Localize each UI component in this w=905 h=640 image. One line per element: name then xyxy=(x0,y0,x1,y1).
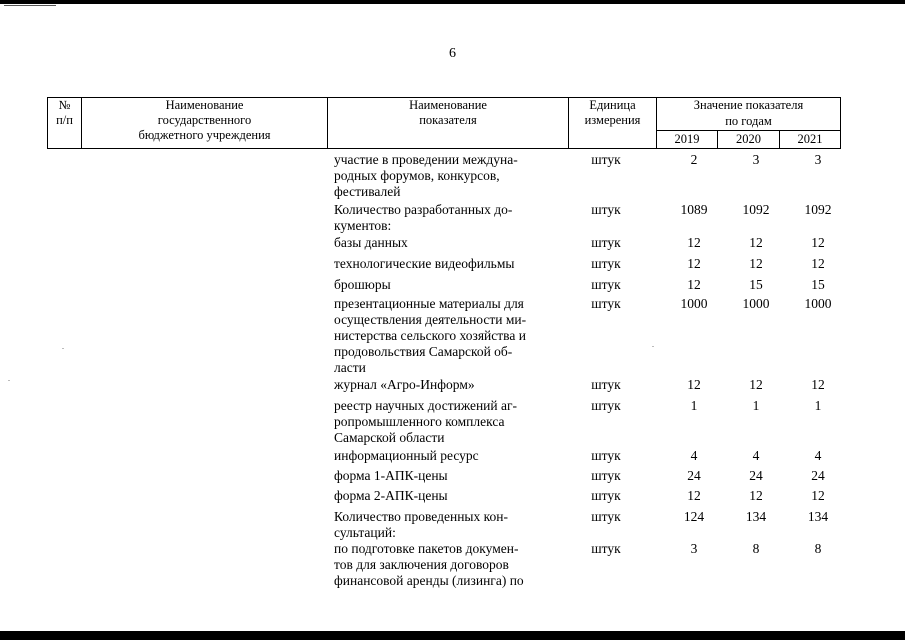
indicator-name xyxy=(334,541,556,589)
value-2019: 24 xyxy=(687,468,701,483)
indicator-line: презентационные материалы для xyxy=(334,296,524,311)
indicator-line: Количество проведенных кон- xyxy=(334,509,508,524)
header-col-values-line: Значение показателя xyxy=(693,98,804,112)
value-2021: 3 xyxy=(814,152,822,167)
indicator-name xyxy=(334,468,556,484)
value-2019: 4 xyxy=(690,448,698,463)
value-2020: 15 xyxy=(749,277,763,292)
value-2019: 3 xyxy=(690,541,698,556)
indicator-line: фестивалей xyxy=(334,184,401,199)
unit-cell: штук xyxy=(591,202,621,217)
value-2021: 12 xyxy=(811,377,825,392)
header-col-institution-line: бюджетного учреждения xyxy=(138,128,271,142)
header-year-2019: 2019 xyxy=(657,131,718,149)
indicator-name xyxy=(334,448,556,464)
indicator-name xyxy=(334,398,556,446)
scan-bottom-edge xyxy=(0,631,905,640)
unit-cell: штук xyxy=(591,235,621,250)
indicator-line: журнал «Агро-Информ» xyxy=(334,377,475,392)
header-year-2020: 2020 xyxy=(718,131,780,149)
indicator-line: брошюры xyxy=(334,277,391,292)
header-col-values-line: по годам xyxy=(725,114,772,128)
unit-cell: штук xyxy=(591,509,621,524)
unit-cell: штук xyxy=(591,468,621,483)
page-number: 6 xyxy=(449,46,456,61)
value-2020: 1092 xyxy=(742,202,770,217)
value-2021: 8 xyxy=(814,541,822,556)
unit-cell: штук xyxy=(591,152,621,167)
indicator-name xyxy=(334,296,556,376)
header-col-indicator-line: показателя xyxy=(419,113,477,127)
indicator-line: нистерства сельского хозяйства и xyxy=(334,328,526,343)
unit-cell: штук xyxy=(591,488,621,503)
indicator-line: Количество разработанных до- xyxy=(334,202,513,217)
unit-cell: штук xyxy=(591,398,621,413)
indicator-name xyxy=(334,202,556,234)
unit-cell: штук xyxy=(591,256,621,271)
value-2020: 24 xyxy=(749,468,763,483)
value-2021: 12 xyxy=(811,488,825,503)
indicator-line: по подготовке пакетов докумен- xyxy=(334,541,519,556)
unit-cell: штук xyxy=(591,296,621,311)
indicator-line: ласти xyxy=(334,360,366,375)
value-2020: 8 xyxy=(752,541,760,556)
indicator-name xyxy=(334,377,556,393)
value-2020: 1000 xyxy=(742,296,770,311)
indicator-line: ропромышленного комплекса xyxy=(334,414,505,429)
value-2021: 1092 xyxy=(804,202,832,217)
indicator-line: форма 1-АПК-цены xyxy=(334,468,448,483)
value-2021: 12 xyxy=(811,235,825,250)
header-col-number-line: № xyxy=(58,98,71,112)
indicator-name xyxy=(334,277,556,293)
value-2019: 12 xyxy=(687,277,701,292)
header-year-2021: 2021 xyxy=(780,131,841,149)
indicator-line: продовольствия Самарской об- xyxy=(334,344,513,359)
indicator-line: форма 2-АПК-цены xyxy=(334,488,448,503)
indicator-line: кументов: xyxy=(334,218,392,233)
value-2019: 12 xyxy=(687,488,701,503)
value-2019: 1089 xyxy=(680,202,708,217)
value-2020: 4 xyxy=(752,448,760,463)
unit-cell: штук xyxy=(591,541,621,556)
header-col-indicator-line: Наименование xyxy=(409,98,487,112)
indicator-name xyxy=(334,256,556,272)
value-2021: 24 xyxy=(811,468,825,483)
value-2021: 1000 xyxy=(804,296,832,311)
value-2019: 1 xyxy=(690,398,698,413)
indicator-line: Самарской области xyxy=(334,430,445,445)
value-2019: 12 xyxy=(687,377,701,392)
header-col-unit-line: Единица xyxy=(589,98,636,112)
header-col-institution-line: Наименование xyxy=(165,98,244,112)
header-col-institution-line: государственного xyxy=(157,113,252,127)
indicator-name xyxy=(334,152,556,200)
indicator-line: тов для заключения договоров xyxy=(334,557,509,572)
scan-speck xyxy=(62,348,64,349)
header-col-number-line: п/п xyxy=(56,113,73,127)
value-2021: 134 xyxy=(807,509,829,524)
indicator-line: участие в проведении междуна- xyxy=(334,152,518,167)
indicator-line: осуществления деятельности ми- xyxy=(334,312,527,327)
value-2020: 134 xyxy=(745,509,767,524)
header-col-unit-line: измерения xyxy=(584,113,641,127)
value-2020: 1 xyxy=(752,398,760,413)
scan-speck xyxy=(652,346,654,347)
indicator-line: реестр научных достижений аг- xyxy=(334,398,518,413)
value-2020: 12 xyxy=(749,235,763,250)
scan-speck xyxy=(8,380,10,381)
value-2020: 12 xyxy=(749,488,763,503)
indicator-name xyxy=(334,488,556,504)
value-2020: 3 xyxy=(752,152,760,167)
value-2019: 1000 xyxy=(680,296,708,311)
indicator-line: родных форумов, конкурсов, xyxy=(334,168,500,183)
indicator-line: технологические видеофильмы xyxy=(334,256,515,271)
indicator-name xyxy=(334,509,556,541)
value-2019: 124 xyxy=(683,509,705,524)
value-2019: 12 xyxy=(687,256,701,271)
indicator-line: финансовой аренды (лизинга) по xyxy=(334,573,524,588)
value-2021: 12 xyxy=(811,256,825,271)
value-2020: 12 xyxy=(749,377,763,392)
unit-cell: штук xyxy=(591,277,621,292)
indicator-line: базы данных xyxy=(334,235,408,250)
value-2021: 1 xyxy=(814,398,822,413)
value-2020: 12 xyxy=(749,256,763,271)
unit-cell: штук xyxy=(591,448,621,463)
value-2019: 2 xyxy=(690,152,698,167)
value-2021: 4 xyxy=(814,448,822,463)
unit-cell: штук xyxy=(591,377,621,392)
indicator-line: информационный ресурс xyxy=(334,448,479,463)
value-2019: 12 xyxy=(687,235,701,250)
indicator-name xyxy=(334,235,556,251)
indicator-line: сультаций: xyxy=(334,525,396,540)
value-2021: 15 xyxy=(811,277,825,292)
